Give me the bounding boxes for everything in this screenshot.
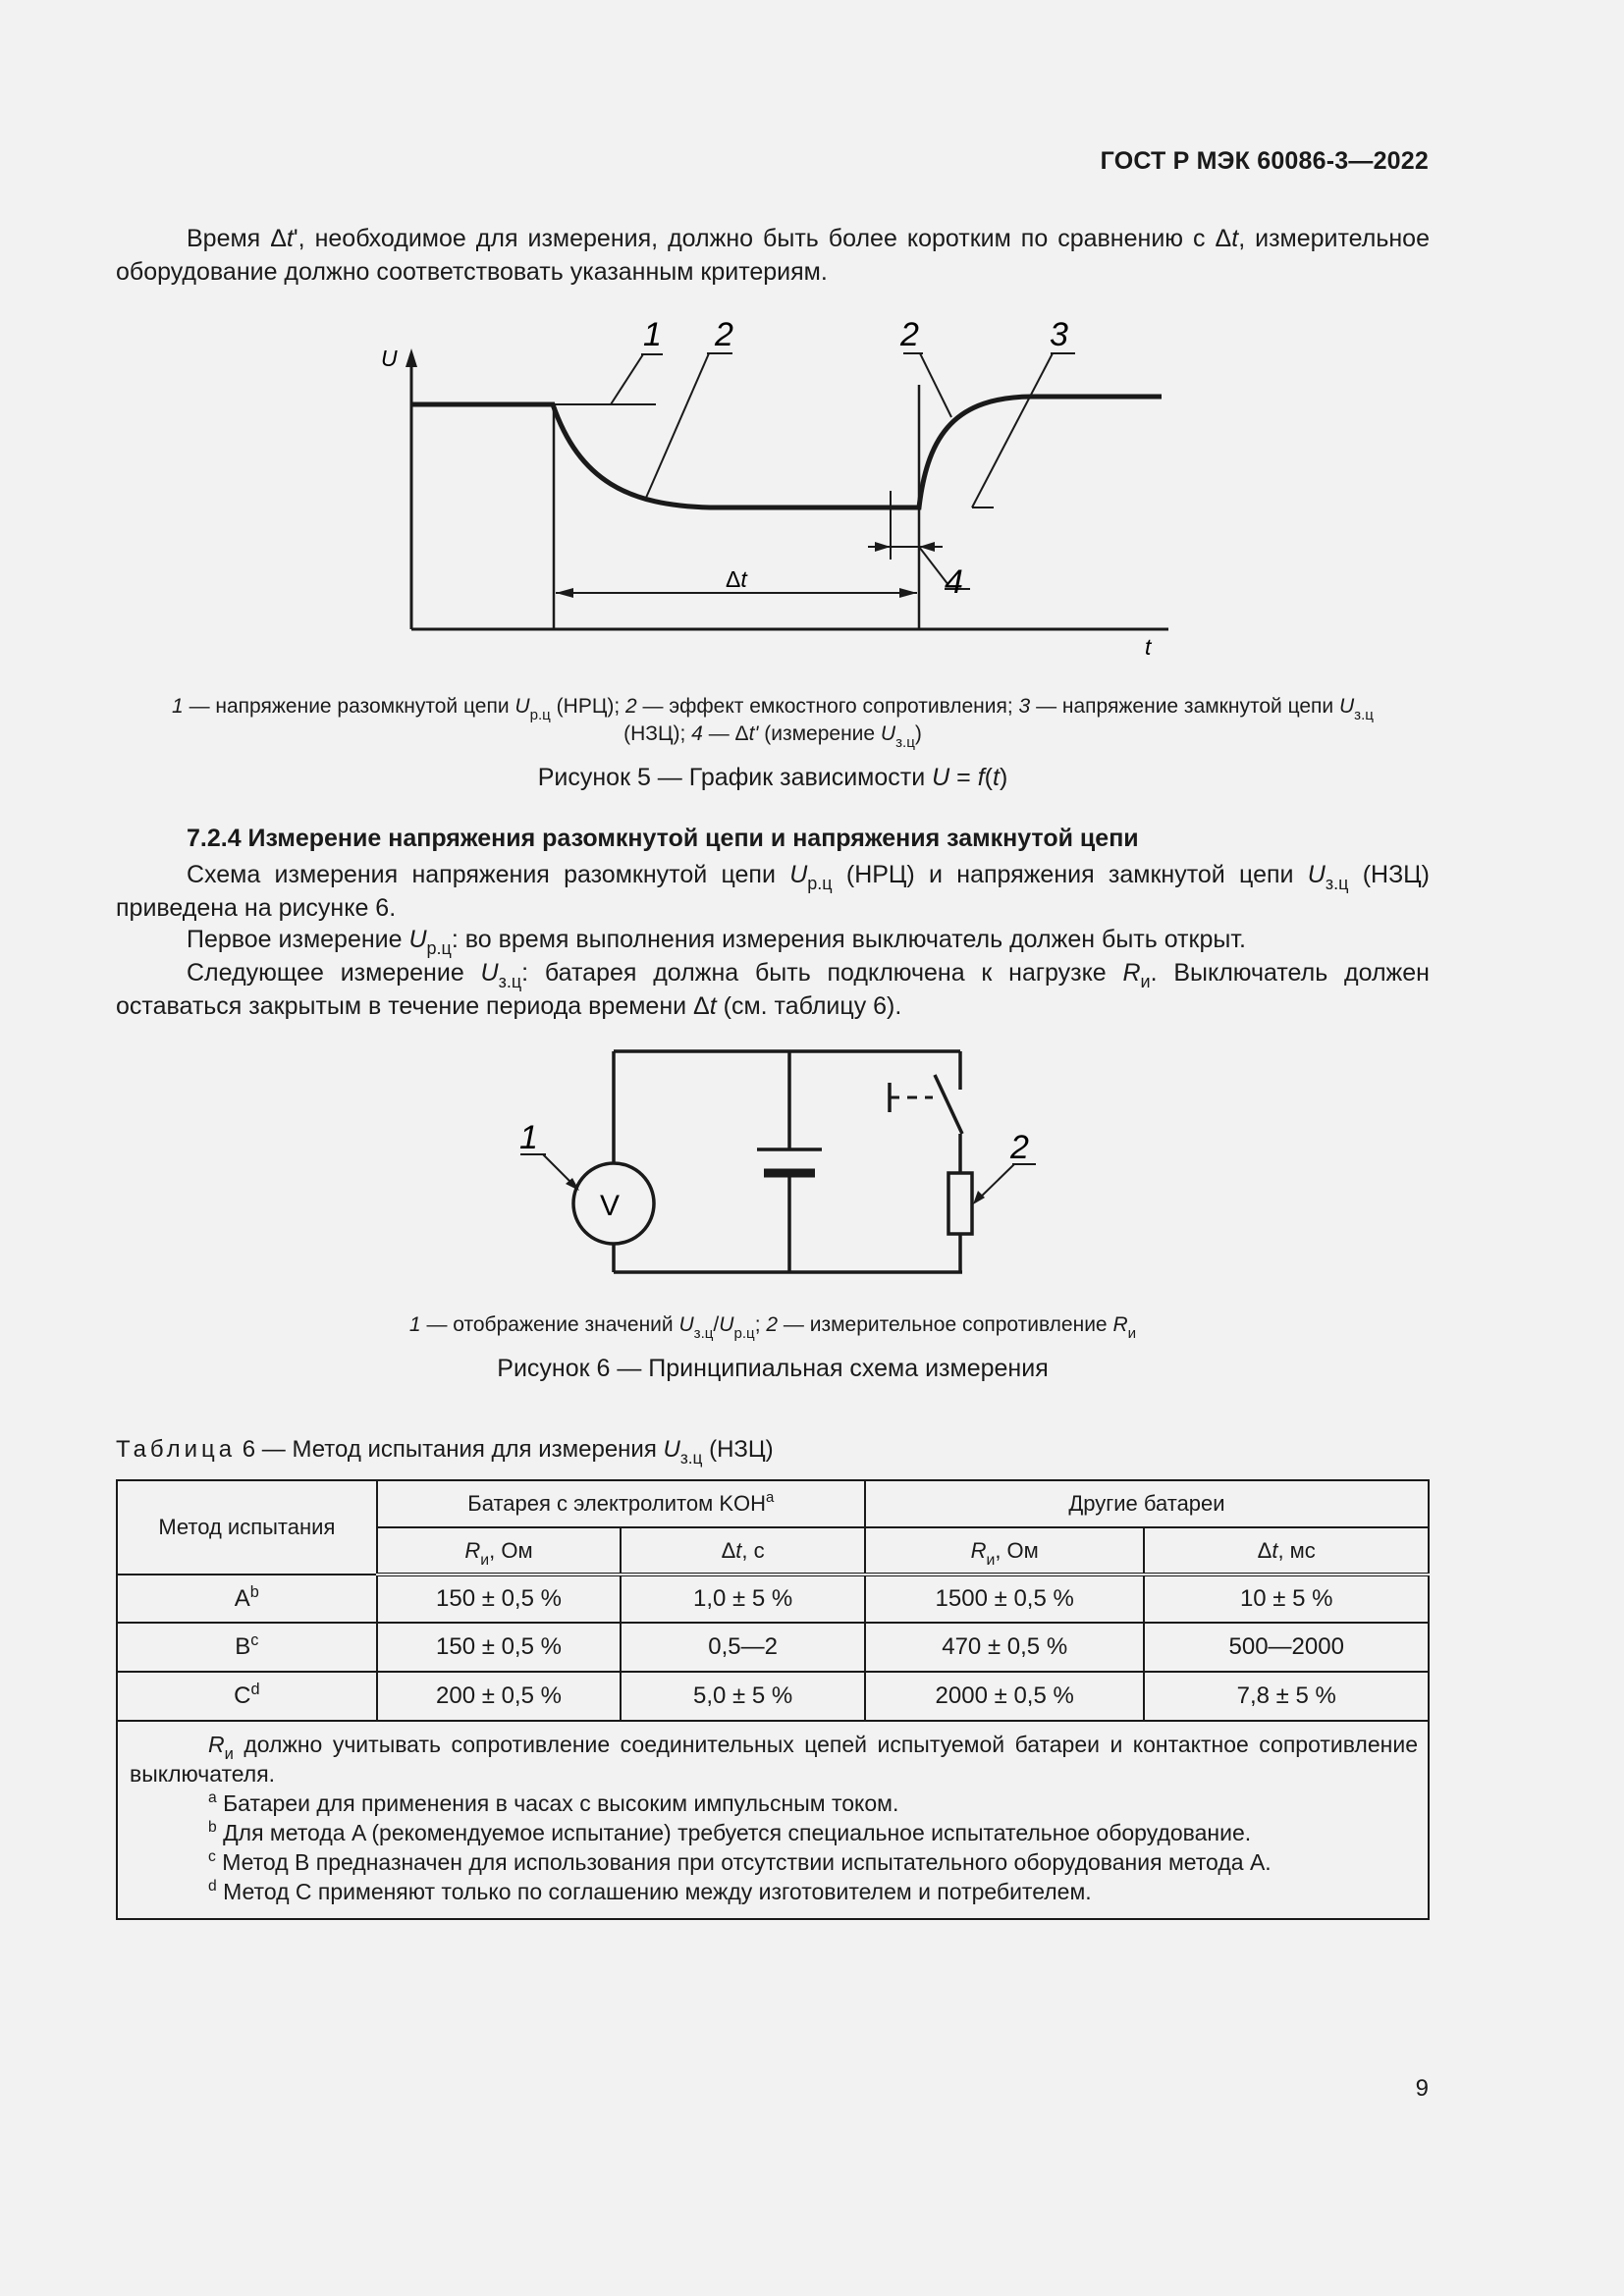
leader-1	[611, 354, 643, 404]
callout-2-label: 2	[1010, 1129, 1029, 1166]
cell-r-koh: 200 ± 0,5 %	[377, 1672, 622, 1721]
figure6-schematic	[0, 1021, 1624, 1296]
x-axis-label: t	[1145, 634, 1152, 660]
small-arrow-right-icon	[875, 542, 891, 552]
voltage-curve	[411, 397, 1162, 507]
section-paragraph-1: Схема измерения напряжения разомкнутой цепи $U_{р.ц}$ (НРЦ) и напряжения замкнутой цепи $U_{з.ц}$ (НЗЦ) приведена на рисунке 6.	[116, 861, 1430, 922]
cell-dt-other: 10 ± 5 %	[1144, 1575, 1429, 1623]
table-row	[117, 1672, 1429, 1721]
table-header-row	[117, 1480, 1429, 1527]
voltmeter-label: V	[600, 1190, 621, 1222]
intro-text-1: Время Δ	[187, 225, 287, 252]
table-row	[117, 1575, 1429, 1623]
cell-dt-koh: 0,5—2	[621, 1623, 865, 1672]
cell-dt-other: 500—2000	[1144, 1623, 1429, 1672]
callout-4: 4	[945, 563, 963, 601]
callout-2-left: 2	[715, 316, 733, 353]
section-paragraph-3: Следующее измерение $U_{з.ц}$: батарея должна быть подключена к нагрузке $R_и$. Выключатель должен оставаться закрытым в течение периода времени Δt (см. таблицу 6).	[116, 959, 1430, 1020]
document-standard-header: ГОСТ Р МЭК 60086-3—2022	[1100, 147, 1429, 175]
leader-3	[972, 353, 1053, 507]
header-koh-group: Батарея с электролитом KOH$^a$	[377, 1480, 865, 1527]
switch-blade	[935, 1075, 962, 1134]
figure5-caption: Рисунок 5 — График зависимости U = f(t)	[537, 764, 1008, 791]
y-axis-label: U	[381, 346, 398, 371]
callout-1-label: 1	[519, 1119, 538, 1156]
callout-3: 3	[1050, 316, 1068, 353]
note-resistance: $R_и$ должно учитывать сопротивление соединительных цепей испытуемой батареи и контактное сопротивление выключателя.	[130, 1732, 1418, 1787]
cell-r-other: 1500 ± 0,5 %	[865, 1575, 1145, 1623]
cell-r-other: 470 ± 0,5 %	[865, 1623, 1145, 1672]
callout-1: 1	[643, 316, 662, 353]
callout-2-arrow-icon	[973, 1191, 985, 1204]
header-dt-s: Δt, с	[621, 1527, 865, 1575]
figure5-graph	[0, 0, 1624, 687]
intro-text-2: ', необходимое для измерения, должно быть более коротким по сравнению с Δ	[293, 225, 1232, 252]
page-number: 9	[1415, 2075, 1429, 2102]
figure6-legend: 1 — отображение значений $U_{з.ц}/U_{р.ц}$; 2 — измерительное сопротивление $R_и$	[408, 1313, 1137, 1342]
intro-text-3: , измерительное оборудование должно соответствовать указанным критериям.	[116, 225, 1430, 286]
delta-t-label: Δt	[726, 566, 747, 592]
dimension-arrow-right-icon	[899, 588, 917, 598]
resistor-symbol	[948, 1173, 972, 1234]
table6	[116, 1479, 1430, 1920]
cell-r-koh: 150 ± 0,5 %	[377, 1575, 622, 1623]
table-notes	[117, 1721, 1429, 1919]
table-row	[117, 1623, 1429, 1672]
footnote-b: $^b$ Для метода A (рекомендуемое испытание) требуется специальное испытательное оборудование.	[208, 1819, 1252, 1845]
leader-2-left	[646, 353, 709, 498]
header-method: Метод испытания	[117, 1480, 377, 1575]
method-cell: $C^d$	[117, 1672, 377, 1721]
footnote-d: $^d$ Метод C применяют только по соглашению между изготовителем и потребителем.	[208, 1878, 1092, 1904]
leader-2-right	[920, 353, 951, 417]
dimension-arrow-left-icon	[556, 588, 573, 598]
cell-r-koh: 150 ± 0,5 %	[377, 1623, 622, 1672]
cell-r-other: 2000 ± 0,5 %	[865, 1672, 1145, 1721]
footnote-c: $^c$ Метод B предназначен для использования при отсутствии испытательного оборудования метода A.	[208, 1848, 1272, 1875]
table6-caption: Таблица 6 — Метод испытания для измерения $U_{з.ц}$ (НЗЦ)	[116, 1436, 774, 1468]
callout-2-right: 2	[900, 316, 919, 353]
cell-dt-other: 7,8 ± 5 %	[1144, 1672, 1429, 1721]
y-axis-arrow-icon	[406, 348, 417, 367]
cell-dt-koh: 1,0 ± 5 %	[621, 1575, 865, 1623]
table-notes-row	[117, 1721, 1429, 1919]
cell-dt-koh: 5,0 ± 5 %	[621, 1672, 865, 1721]
method-cell: $A^b$	[117, 1575, 377, 1623]
figure5-legend: 1 — напряжение разомкнутой цепи $U_{р.ц}$ (НРЦ); 2 — эффект емкостного сопротивления; 3 — напряжение замкнутой цепи $U_{з.ц}$ (НЗЦ); 4 — Δt' (измерение $U_{з.ц}$)	[172, 695, 1374, 751]
section-heading: 7.2.4 Измерение напряжения разомкнутой цепи и напряжения замкнутой цепи	[187, 825, 1139, 852]
figure6-caption: Рисунок 6 — Принципиальная схема измерения	[497, 1355, 1049, 1382]
method-cell: $B^c$	[117, 1623, 377, 1672]
header-other-group: Другие батареи	[865, 1480, 1429, 1527]
section-paragraph-2: Первое измерение $U_{р.ц}$: во время выполнения измерения выключатель должен быть открыт.	[187, 926, 1246, 958]
header-r-ohm-2: $R_и$, Ом	[865, 1527, 1145, 1575]
intro-t-var-2: t	[1231, 225, 1239, 252]
intro-t-var: t	[286, 225, 294, 252]
header-r-ohm-1: $R_и$, Ом	[377, 1527, 622, 1575]
footnote-a: $^a$ Батареи для применения в часах с высоким импульсным током.	[208, 1789, 899, 1816]
header-dt-ms: Δt, мс	[1144, 1527, 1429, 1575]
